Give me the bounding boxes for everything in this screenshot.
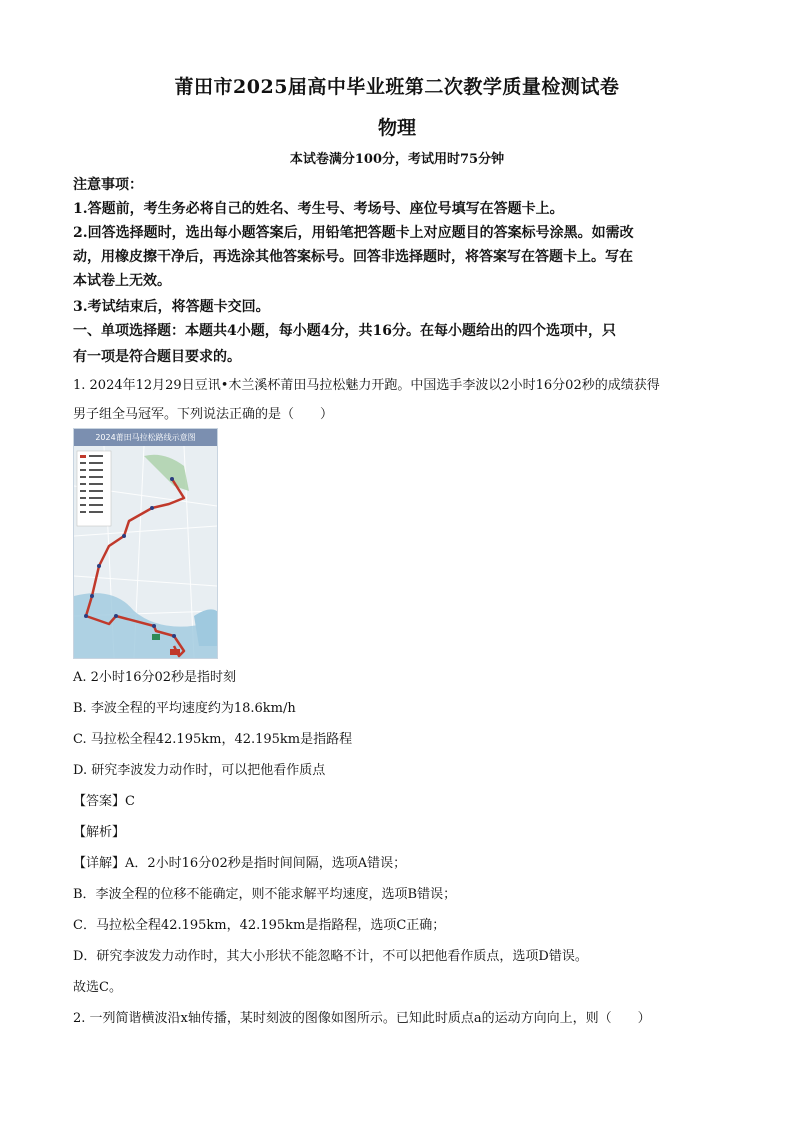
- question-1-option-d: D. 研究李波发力动作时，可以把他看作质点: [73, 763, 326, 778]
- question-1-answer: 【答案】C: [73, 794, 135, 809]
- subject-title: 物理: [377, 117, 416, 139]
- question-1-detail-c: C．马拉松全程42.195km，42.195km是指路程，选项C正确；: [73, 918, 446, 933]
- notice-item-1: 1.答题前，考生务必将自己的姓名、考生号、考场号、座位号填写在答题卡上。: [73, 201, 564, 217]
- notice-item-2-line-3: 本试卷上无效。: [73, 273, 171, 289]
- marathon-route-map: [73, 428, 218, 659]
- question-1-analysis-label: 【解析】: [73, 825, 126, 840]
- question-1-detail-a: 【详解】A．2小时16分02秒是指时间间隔，选项A错误；: [73, 856, 407, 871]
- question-1-option-c: C. 马拉松全程42.195km，42.195km是指路程: [73, 732, 353, 747]
- question-1-detail-b: B．李波全程的位移不能确定，则不能求解平均速度，选项B错误；: [73, 887, 457, 902]
- section-heading-line-2: 有一项是符合题目要求的。: [73, 349, 241, 365]
- question-1-conclusion: 故选C。: [73, 980, 122, 995]
- notice-item-3: 3.考试结束后，将答题卡交回。: [73, 299, 270, 315]
- exam-title: 莆田市2025届高中毕业班第二次教学质量检测试卷: [174, 76, 620, 98]
- notice-item-2-line-2: 动，用橡皮擦干净后，再选涂其他答案标号。回答非选择题时，将答案写在答题卡上。写在: [73, 249, 633, 265]
- map-title: 2024莆田马拉松路线示意图: [74, 429, 217, 446]
- notice-heading: 注意事项：: [73, 177, 143, 193]
- question-1-detail-d: D．研究李波发力动作时，其大小形状不能忽略不计，不可以把他看作质点，选项D错误。: [73, 949, 588, 964]
- question-1-option-b: B. 李波全程的平均速度约为18.6km/h: [73, 701, 296, 716]
- notice-item-2-line-1: 2.回答选择题时，选出每小题答案后，用铅笔把答题卡上对应题目的答案标号涂黑。如需改: [73, 225, 634, 241]
- question-1-stem-line-2: 男子组全马冠军。下列说法正确的是（ ）: [73, 407, 334, 422]
- question-2-stem: 2. 一列简谐横波沿x轴传播，某时刻波的图像如图所示。已知此时质点a的运动方向向上，则（ ）: [73, 1011, 651, 1026]
- question-1-stem-line-1: 1. 2024年12月29日豆讯•木兰溪杯莆田马拉松魅力开跑。中国选手李波以2小时16分02秒的成绩获得: [73, 378, 660, 393]
- map-graphic: [74, 446, 217, 658]
- exam-info: 本试卷满分100分，考试用时75分钟: [289, 152, 505, 167]
- section-heading-line-1: 一、单项选择题：本题共4小题，每小题4分，共16分。在每小题给出的四个选项中，只: [73, 323, 616, 339]
- question-1-option-a: A. 2小时16分02秒是指时刻: [73, 670, 237, 685]
